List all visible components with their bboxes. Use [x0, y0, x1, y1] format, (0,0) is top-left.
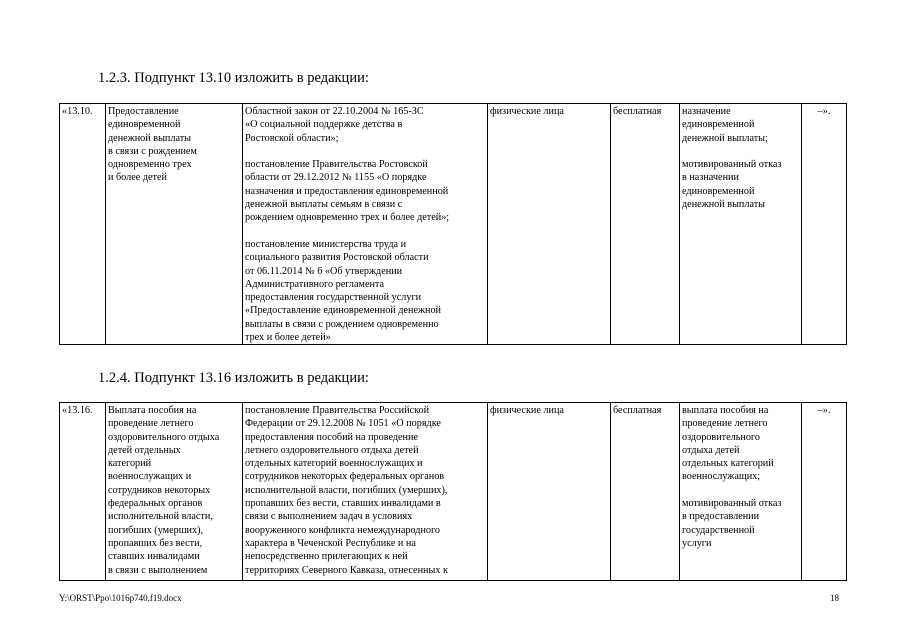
text-line: характера в Чеченской Республике и на	[245, 537, 416, 549]
section-heading-13-10: 1.2.3. Подпункт 13.10 изложить в редакции:	[98, 70, 369, 86]
text-line: Предоставление	[108, 106, 179, 117]
text-line: отдельных категорий военнослужащих и	[245, 458, 423, 470]
text-line: оздоровительного отдыха	[108, 431, 220, 443]
text-line: военнослужащих;	[682, 471, 761, 483]
text-line: проведение летнего	[682, 418, 768, 430]
text-line: предоставления государственной услуги	[245, 292, 422, 304]
service-result	[680, 403, 802, 581]
paragraph-gap	[682, 145, 799, 158]
text-line: и более детей	[108, 172, 167, 184]
text-line: выплата пособия на	[682, 405, 769, 416]
closing-mark: –».	[802, 403, 847, 581]
page-number: 18	[830, 593, 839, 603]
text-line: единовременной	[682, 185, 755, 197]
text-line: территориях Северного Кавказа, отнесенных к	[245, 564, 448, 576]
text-line: категорий	[108, 458, 152, 470]
table-13-16	[59, 402, 847, 581]
text-line: в связи с рождением	[108, 145, 197, 157]
text-line: государственной	[682, 524, 755, 536]
legal-basis	[243, 403, 488, 581]
text-line: трех и более детей»	[245, 332, 331, 344]
text-line: социального развития Ростовской области	[245, 252, 429, 264]
text-line: Административного регламента	[245, 278, 385, 290]
text-line: в связи с выполнением	[108, 564, 208, 576]
text-line: выплаты в связи с рождением одновременно	[245, 318, 439, 330]
recipients: физические лица	[488, 104, 611, 345]
item-number: «13.10.	[60, 104, 106, 345]
text-line: военнослужащих и	[108, 471, 192, 483]
text-line: оздоровительного	[682, 431, 760, 443]
text-line: назначение	[682, 106, 731, 117]
text-line: «Предоставление единовременной денежной	[245, 305, 442, 317]
text-line: пропавших без вести,	[108, 537, 203, 549]
text-line: постановление Правительства Российской	[245, 405, 430, 416]
text-line: исполнительной власти,	[108, 511, 213, 523]
text-line: федеральных органов	[108, 498, 203, 510]
text-line: назначения и предоставления единовременной	[245, 185, 449, 197]
text-line: летнего оздоровительного отдыха детей	[245, 444, 419, 456]
file-path: Y:\ORST\Ppo\1016p740.f19.docx	[59, 593, 182, 603]
text-line: пропавших без вести, ставших инвалидами в	[245, 498, 441, 510]
text-line: отдельных категорий	[682, 458, 774, 470]
text-line: Областной закон от 22.10.2004 № 165-ЗС	[245, 106, 424, 117]
payment-terms: бесплатная	[611, 104, 680, 345]
text-line: единовременной	[108, 119, 181, 131]
section-heading-13-16: 1.2.4. Подпункт 13.16 изложить в редакции:	[98, 370, 369, 386]
text-line: области от 29.12.2012 № 1155 «О порядке	[245, 172, 427, 184]
payment-terms: бесплатная	[611, 403, 680, 581]
text-line: денежной выплаты семьям в связи с	[245, 199, 403, 211]
text-line: сотрудников некоторых федеральных органов	[245, 471, 445, 483]
text-line: отдыха детей	[682, 444, 740, 456]
text-line: Ростовской области»;	[245, 132, 339, 144]
text-line: единовременной	[682, 119, 755, 131]
text-line: мотивированный отказ	[682, 498, 782, 510]
text-line: сотрудников некоторых	[108, 484, 211, 496]
text-line: одновременно трех	[108, 159, 192, 171]
text-line: непосредственно прилегающих к ней	[245, 551, 408, 563]
recipients: физические лица	[488, 403, 611, 581]
text-line: погибших (умерших),	[108, 524, 204, 536]
text-line: «О социальной поддержке детства в	[245, 119, 403, 131]
service-result	[680, 104, 802, 345]
legal-basis	[243, 104, 488, 345]
text-line: Выплата пособия на	[108, 405, 197, 416]
text-line: постановление министерства труда и	[245, 238, 407, 250]
paragraph-gap	[245, 145, 485, 158]
text-line: вооруженного конфликта немеждународного	[245, 524, 441, 536]
paragraph-gap	[682, 484, 799, 497]
text-line: услуги	[682, 537, 712, 549]
text-line: исполнительной власти, погибших (умерших),	[245, 484, 448, 496]
text-line: мотивированный отказ	[682, 159, 782, 171]
service-name	[106, 403, 243, 581]
table-row	[60, 104, 847, 345]
text-line: от 06.11.2014 № 6 «Об утверждении	[245, 265, 403, 277]
text-line: детей отдельных	[108, 444, 181, 456]
text-line: Федерации от 29.12.2008 № 1051 «О порядке	[245, 418, 441, 430]
table-row	[60, 403, 847, 581]
text-line: проведение летнего	[108, 418, 194, 430]
text-line: постановление Правительства Ростовской	[245, 159, 428, 171]
text-line: связи с выполнением задач в условиях	[245, 511, 413, 523]
text-line: рождением одновременно трех и более детей»;	[245, 212, 450, 224]
paragraph-gap	[245, 225, 485, 238]
text-line: предоставления пособий на проведение	[245, 431, 418, 443]
table-13-10	[59, 103, 847, 345]
service-name	[106, 104, 243, 345]
text-line: в предоставлении	[682, 511, 760, 523]
text-line: денежной выплаты	[682, 199, 766, 211]
item-number: «13.16.	[60, 403, 106, 581]
text-line: денежной выплаты	[108, 132, 192, 144]
text-line: в назначении	[682, 172, 739, 184]
text-line: ставших инвалидами	[108, 551, 200, 563]
text-line: денежной выплаты;	[682, 132, 768, 144]
closing-mark: –».	[802, 104, 847, 345]
